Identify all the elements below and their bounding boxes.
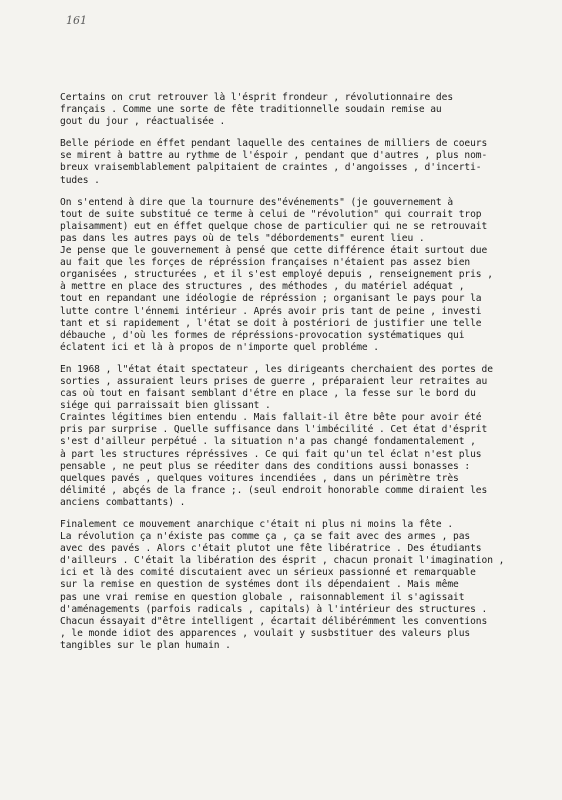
text-line: d'aménagements (parfois radicals , capitals) à l'intérieur des structures .	[60, 603, 488, 615]
text-line: Je pense que le gouvernement à pensé que cette différence était surtout due	[60, 245, 488, 257]
paragraph	[60, 197, 532, 354]
text-line: On s'entend à dire que la tournure des"événements" (je gouvernement à	[60, 196, 454, 208]
text-line: tudes .	[60, 174, 100, 186]
text-line: Certains on crut retrouver là l'ésprit frondeur , révolutionnaire des	[60, 92, 454, 103]
text-line: tout de suite substitué ce terme à celui de "révolution" qui courrait trop	[60, 208, 482, 220]
text-line: d'ailleurs . C'était la libération des ésprit , chacun pronait l'imagination ,	[60, 555, 505, 567]
text-line: sorties , assuraient leurs prises de guerre , préparaient leur retraites au	[60, 375, 488, 387]
text-line: délimité , abçés de la france ;. (seul endroit honorable comme diraient les	[60, 484, 488, 496]
text-line: pas dans les autres pays où de tels "débordements" eurent lieu .	[60, 232, 425, 244]
text-line: débauche , d'où les formes de répréssions-provocation systématiques qui	[60, 329, 465, 341]
text-line: sur la remise en question de systémes dont ils dépendaient . Mais même	[60, 579, 459, 591]
text-line: quelques pavés , quelques voitures incendiées , dans un périmètre très	[60, 472, 459, 484]
text-line: cas où tout en faisant semblant d'étre en place , la fesse sur le bord du	[60, 388, 476, 400]
text-line: tant et si rapidement , l'état se doit à postériori de justifier une telle	[60, 317, 482, 329]
text-line: Finalement ce mouvement anarchique c'était ni plus ni moins la fête .	[60, 519, 454, 530]
text-line: pensable , ne peut plus se réediter dans des conditions aussi bonasses :	[60, 460, 471, 472]
paragraph	[60, 138, 532, 186]
text-line: , le monde idiot des apparences , voulait y susbstituer des valeurs plus	[60, 627, 471, 639]
text-line: Chacun éssayait d"être intelligent , écartait délibérémment les conventions	[60, 615, 488, 627]
page-number: 161	[66, 14, 87, 27]
document-body	[60, 92, 532, 662]
text-line: anciens combattants) .	[60, 496, 186, 508]
paragraph	[60, 364, 532, 509]
text-line: gout du jour , réactualisée .	[60, 116, 226, 128]
text-line: se mirent à battre au rythme de l'éspoir , pendant que d'autres , plus nom-	[60, 150, 488, 162]
text-line: s'est d'ailleur perpétué . la situation n'a pas changé fondamentalement ,	[60, 436, 476, 448]
text-line: Belle période en éffet pendant laquelle des centaines de milliers de coeurs	[60, 138, 488, 150]
text-line: français . Comme une sorte de fête traditionnelle soudain remise au	[60, 104, 442, 116]
paragraph	[60, 92, 532, 128]
text-line: organisées , structurées , et il s'est employé depuis , renseignement pris ,	[60, 269, 493, 281]
text-line: ici et là des comité discutaient avec un sérieux passionné et remarquable	[60, 567, 476, 579]
text-line: tangibles sur le plan humain .	[60, 639, 231, 651]
text-line: au fait que les forçes de répréssion françaises n'étaient pas assez bien	[60, 257, 471, 269]
text-line: éclatent ici et là à propos de n'importe quel probléme .	[60, 341, 379, 353]
paragraph	[60, 519, 532, 652]
text-line: lutte contre l'énnemi intérieur . Aprés avoir pris tant de peine , investi	[60, 305, 482, 317]
text-line: En 1968 , l"état était spectateur , les dirigeants cherchaient des portes de	[60, 363, 493, 375]
text-line: Craintes légitimes bien entendu . Mais fallait-il être bête pour avoir été	[60, 412, 482, 424]
text-line: pris par surprise . Quelle suffisance dans l'imbécilité . Cet état d'ésprit	[60, 424, 488, 436]
text-line: La révolution ça n'éxiste pas comme ça , ça se fait avec des armes , pas	[60, 531, 471, 543]
text-line: siége qui parraissait bien glissant .	[60, 400, 271, 412]
text-line: pas une vrai remise en question globale , raisonnablement il s'agissait	[60, 591, 465, 603]
text-line: avec des pavés . Alors c'était plutot une fête libératrice . Des étudiants	[60, 543, 482, 555]
text-line: à mettre en place des structures , des méthodes , du matériel adéquat ,	[60, 281, 465, 293]
text-line: tout en repandant une idéologie de répréssion ; organisant le pays pour la	[60, 293, 482, 305]
text-line: à part les structures répréssives . Ce qui fait qu'un tel éclat n'est plus	[60, 448, 482, 460]
text-line: plaisamment) eut en éffet quelque chose de particulier qui ne se retrouvait	[60, 220, 488, 232]
text-line: breux vraisemblablement palpitaient de craintes , d'angoisses , d'incerti-	[60, 162, 482, 174]
